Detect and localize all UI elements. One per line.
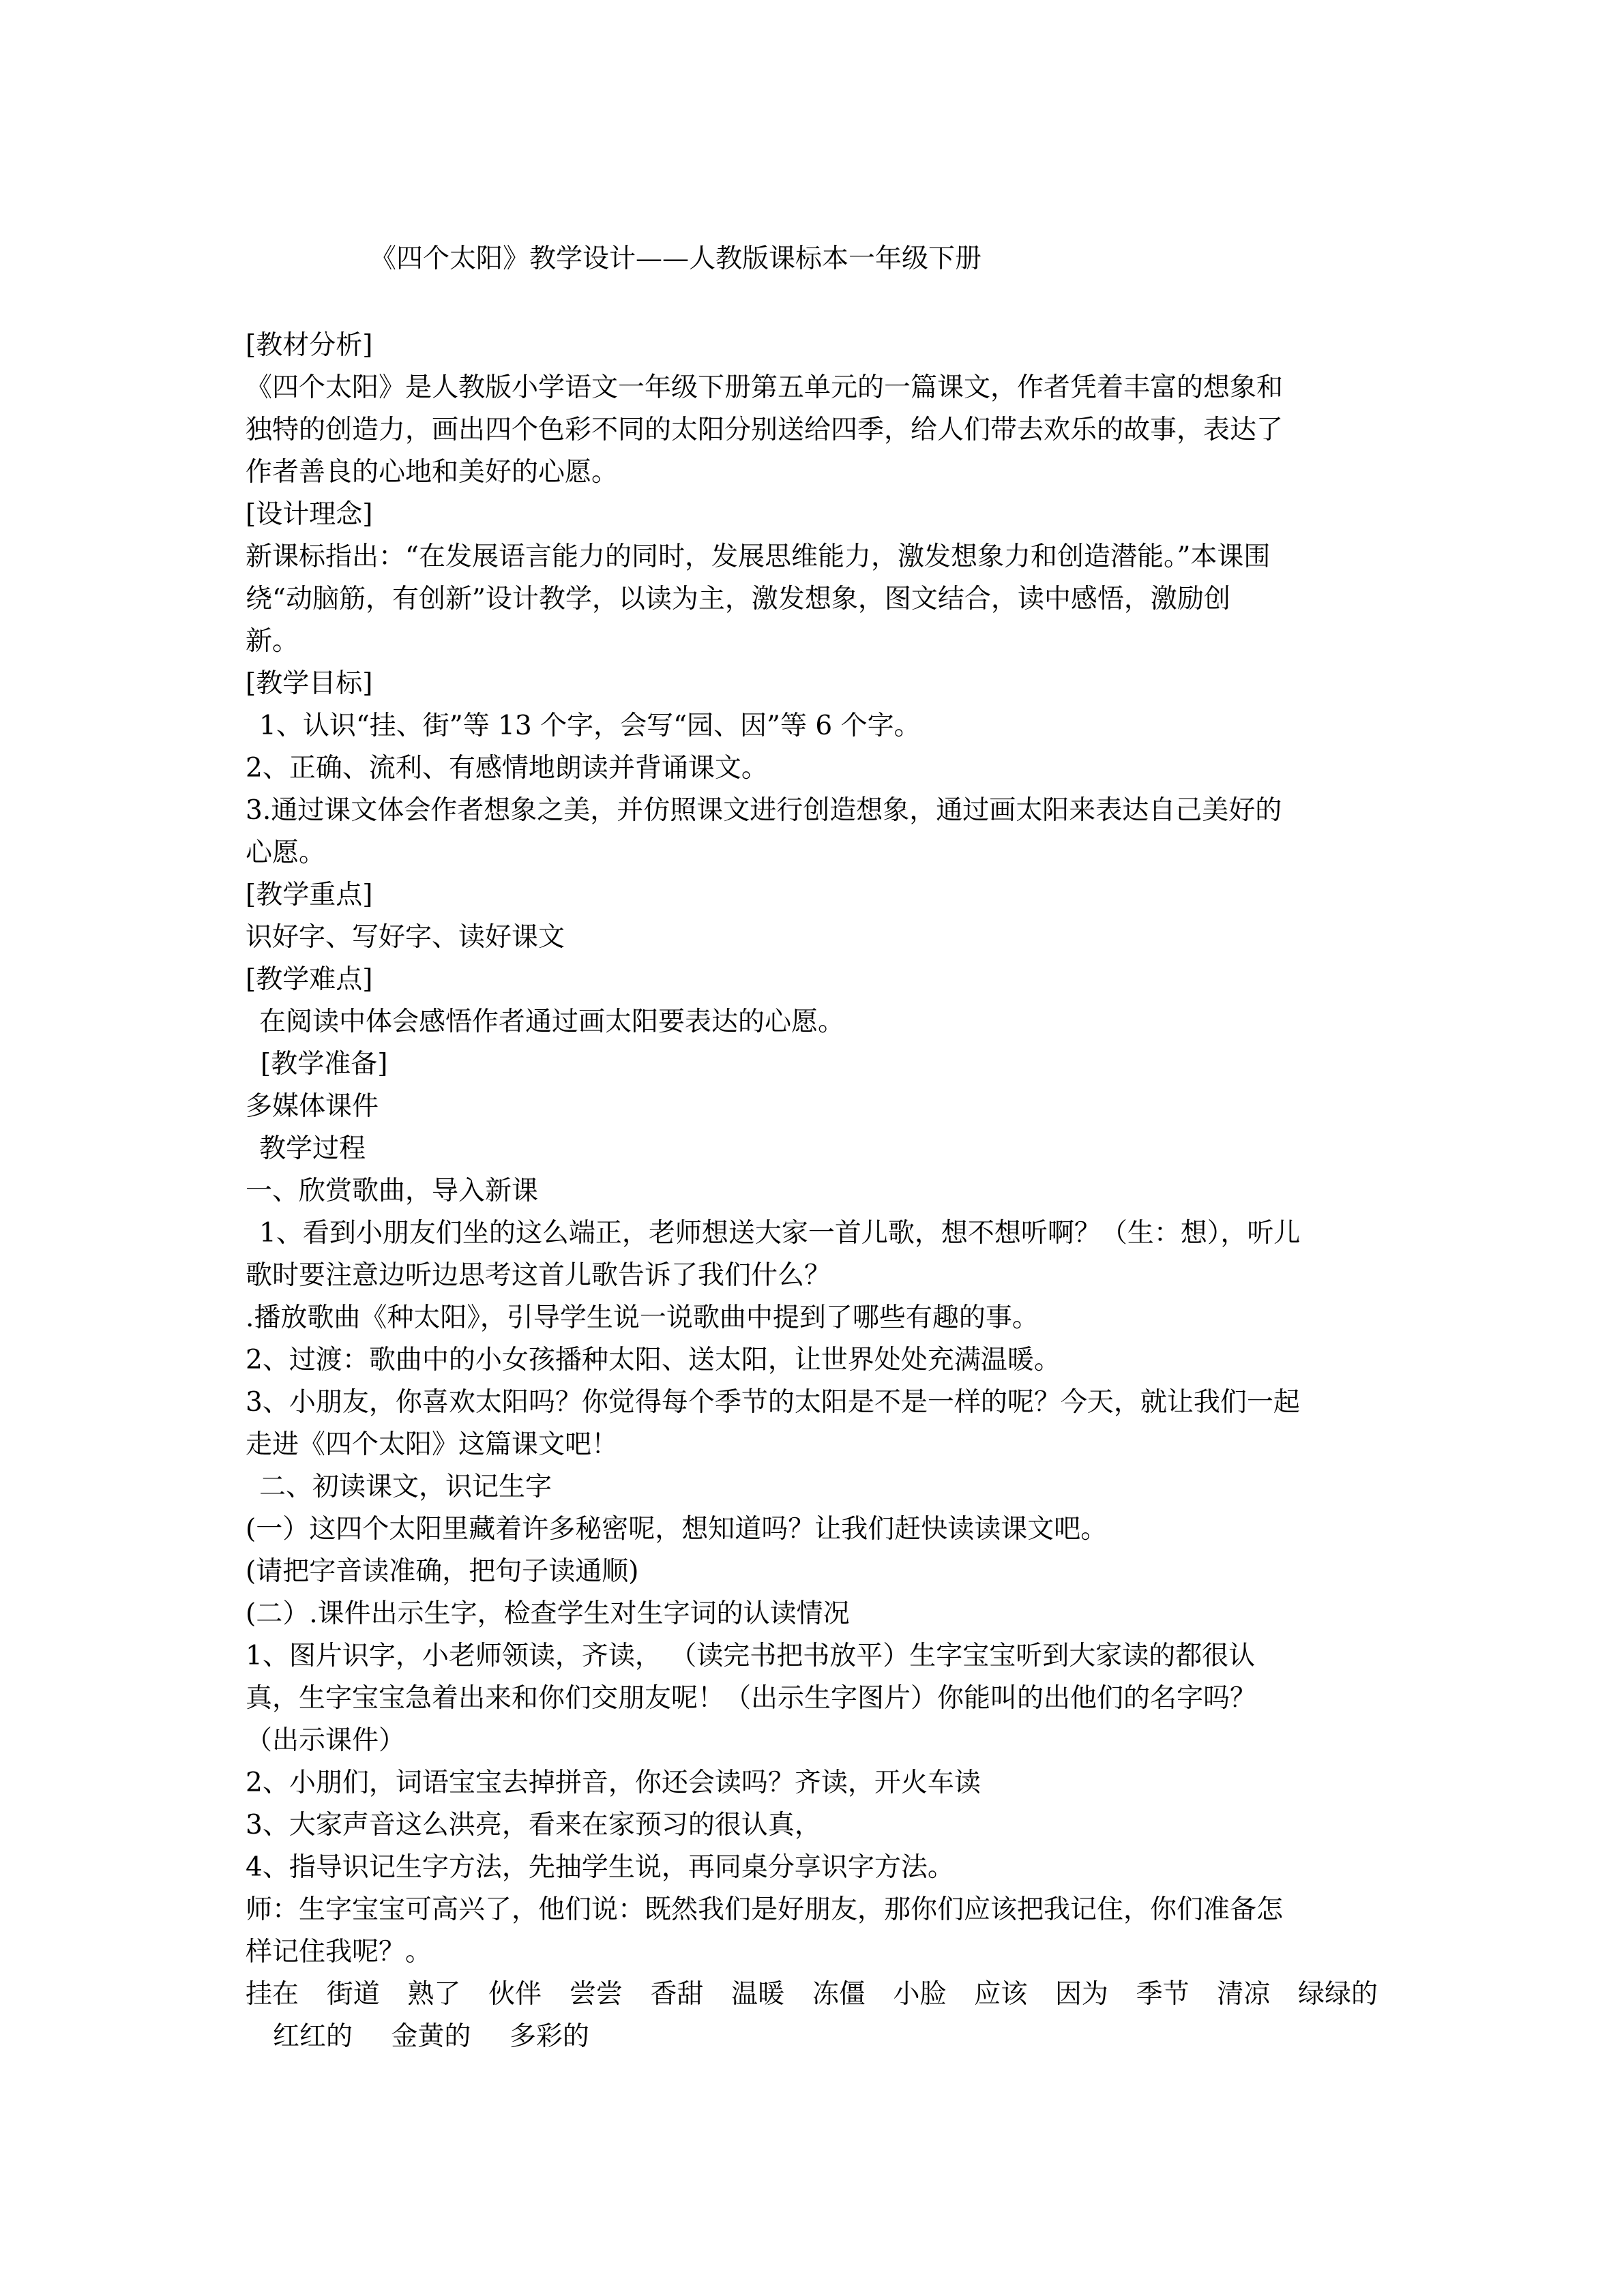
vocab-word: 冻僵 xyxy=(812,1979,866,2010)
paragraph-line: 歌时要注意边听边思考这首儿歌告诉了我们什么？ xyxy=(246,1260,831,1291)
vocab-word: 因为 xyxy=(1054,1979,1108,2010)
paragraph-line: 真，生字宝宝急着出来和你们交朋友呢！（出示生字图片）你能叫的出他们的名字吗？ xyxy=(246,1683,1257,1714)
paragraph-line: 二、初读课文，识记生字 xyxy=(259,1472,552,1502)
paragraph-line: 师：生字宝宝可高兴了，他们说：既然我们是好朋友，那你们应该把我记住，你们准备怎 xyxy=(246,1894,1284,1925)
section-heading-key-points: [教学重点] xyxy=(246,880,373,910)
vocab-word: 多彩的 xyxy=(509,2021,589,2052)
paragraph-line: 3、小朋友，你喜欢太阳吗？你觉得每个季节的太阳是不是一样的呢？今天，就让我们一起 xyxy=(246,1387,1300,1418)
vocabulary-row xyxy=(246,1973,1378,2016)
document-body xyxy=(246,325,1385,2058)
section-heading-preparation: [教学准备] xyxy=(261,1049,388,1079)
paragraph-line: 3、大家声音这么洪亮，看来在家预习的很认真， xyxy=(246,1810,821,1840)
paragraph-line: (二）.课件出示生字，检查学生对生字词的认读情况 xyxy=(246,1598,850,1629)
vocab-word: 清凉 xyxy=(1217,1979,1271,2010)
vocab-word: 香甜 xyxy=(650,1979,704,2010)
vocab-word: 应该 xyxy=(974,1979,1028,2010)
paragraph-line: 独特的创造力，画出四个色彩不同的太阳分别送给四季，给人们带去欢乐的故事，表达了 xyxy=(246,415,1284,445)
paragraph-line: 样记住我呢？。 xyxy=(246,1937,432,1967)
paragraph-line: 识好字、写好字、读好课文 xyxy=(246,922,565,953)
paragraph-line: 1、图片识字，小老师领读，齐读， （读完书把书放平）生字宝宝听到大家读的都很认 xyxy=(246,1641,1256,1671)
paragraph-line: 在阅读中体会感悟作者通过画太阳要表达的心愿。 xyxy=(259,1007,845,1037)
vocab-word: 季节 xyxy=(1136,1979,1190,2010)
document-title: 《四个太阳》教学设计——人教版课标本一年级下册 xyxy=(370,243,982,274)
vocab-word: 金黄的 xyxy=(391,2021,471,2052)
paragraph-line: 4、指导识记生字方法，先抽学生说，再同桌分享识字方法。 xyxy=(246,1852,954,1883)
section-heading-material-analysis: [教材分析] xyxy=(246,330,373,361)
section-heading-difficulties: [教学难点] xyxy=(246,964,373,995)
paragraph-line: 1、认识“挂、街”等 13 个字，会写“园、因”等 6 个字。 xyxy=(259,711,921,741)
vocab-word: 伙伴 xyxy=(488,1979,542,2010)
paragraph-line: 3.通过课文体会作者想象之美，并仿照课文进行创造想象，通过画太阳来表达自己美好的 xyxy=(246,795,1282,826)
paragraph-line: 一、欣赏歌曲，导入新课 xyxy=(246,1176,539,1206)
paragraph-line: （出示课件） xyxy=(246,1725,406,1756)
vocab-word: 绿绿的 xyxy=(1297,1979,1378,2010)
paragraph-line: 2、过渡：歌曲中的小女孩播种太阳、送太阳，让世界处处充满温暖。 xyxy=(246,1345,1061,1375)
paragraph-line: 心愿。 xyxy=(246,837,326,868)
paragraph-line: (一）这四个太阳里藏着许多秘密呢，想知道吗？让我们赶快读读课文吧。 xyxy=(246,1514,1108,1545)
vocab-word: 温暖 xyxy=(731,1979,785,2010)
vocab-word: 小脸 xyxy=(893,1979,947,2010)
paragraph-line: 走进《四个太阳》这篇课文吧！ xyxy=(246,1429,619,1460)
paragraph-line: 新课标指出：“在发展语言能力的同时，发展思维能力，激发想象力和创造潜能。”本课围 xyxy=(246,541,1271,572)
section-heading-process: 教学过程 xyxy=(259,1133,366,1164)
paragraph-line: (请把字音读准确，把句子读通顺) xyxy=(246,1556,639,1587)
paragraph-line: 绕“动脑筋，有创新”设计教学，以读为主，激发想象，图文结合，读中感悟，激励创 xyxy=(246,584,1230,614)
vocab-word: 挂在 xyxy=(246,1979,299,2010)
paragraph-line: 新。 xyxy=(246,626,299,657)
paragraph-line: 1、看到小朋友们坐的这么端正，老师想送大家一首儿歌，想不想听啊？（生：想），听儿 xyxy=(259,1218,1301,1249)
vocab-word: 尝尝 xyxy=(569,1979,623,2010)
paragraph-line: 多媒体课件 xyxy=(246,1091,379,1122)
vocab-word: 街道 xyxy=(326,1979,380,2010)
paragraph-line: 2、小朋们，词语宝宝去掉拼音，你还会读吗？齐读，开火车读 xyxy=(246,1768,981,1798)
section-heading-teaching-goals: [教学目标] xyxy=(246,668,373,699)
paragraph-line: 作者善良的心地和美好的心愿。 xyxy=(246,457,619,488)
vocab-word: 熟了 xyxy=(407,1979,461,2010)
section-heading-design-concept: [设计理念] xyxy=(246,499,373,530)
paragraph-line: 2、正确、流利、有感情地朗读并背诵课文。 xyxy=(246,753,768,784)
paragraph-line: 《四个太阳》是人教版小学语文一年级下册第五单元的一篇课文，作者凭着丰富的想象和 xyxy=(246,372,1284,403)
vocab-word: 红红的 xyxy=(273,2021,353,2052)
vocabulary-row xyxy=(246,2016,1385,2058)
paragraph-line: .播放歌曲《种太阳》，引导学生说一说歌曲中提到了哪些有趣的事。 xyxy=(246,1302,1039,1333)
